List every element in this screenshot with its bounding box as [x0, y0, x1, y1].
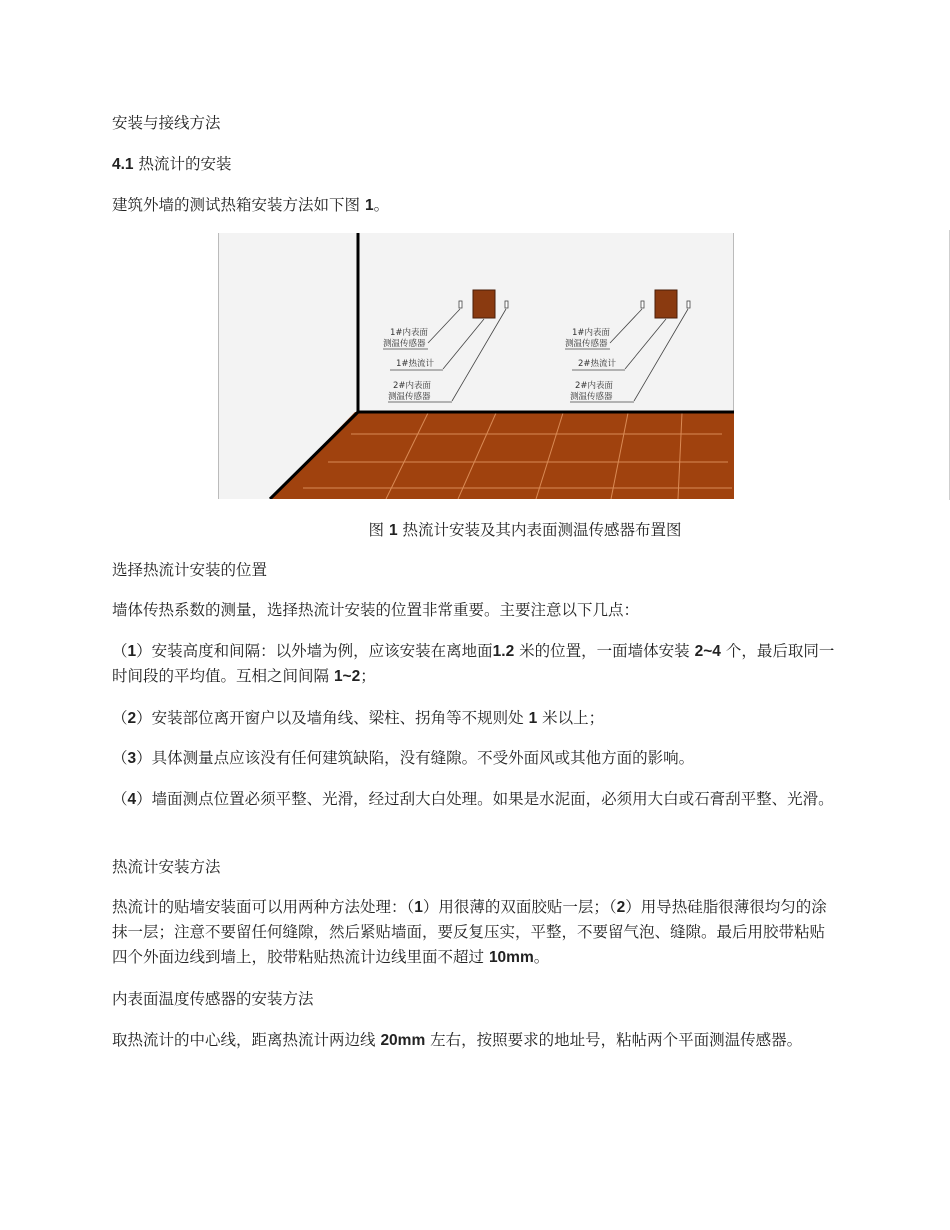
paragraph-importance: 墙体传热系数的测量，选择热流计安装的位置非常重要。主要注意以下几点：	[112, 601, 640, 619]
left-label-1b: 测温传感器	[383, 339, 426, 349]
right-label-3a: 2#内表面	[575, 381, 614, 391]
list-item-2: （2）安装部位离开窗户以及墙角线、梁柱、拐角等不规则处 1 米以上；	[112, 709, 605, 727]
left-label-3a: 2#内表面	[393, 381, 432, 391]
right-label-1a: 1#内表面	[572, 328, 611, 338]
heat-flow-meter-1	[473, 290, 495, 318]
heading-position: 选择热流计安装的位置	[112, 561, 268, 579]
paragraph-method: 热流计的贴墙安装面可以用两种方法处理：（1）用很薄的双面胶贴一层；（2）用导热硅脂很薄很均匀的涂抹一层；注意不要留任何缝隙，然后紧贴墙面，要反复压实，平整，不要留气泡、缝隙。最后用胶带粘贴四个外面边线到墙上，胶带粘贴热流计边线里面不超过 10mm。	[112, 898, 827, 966]
right-label-3b: 测温传感器	[570, 392, 613, 402]
sensor-1b	[505, 301, 508, 308]
figure-caption	[0, 518, 950, 540]
subsection-title	[112, 152, 840, 177]
list-item-1: （1）安装高度和间隔：以外墙为例，应该安装在离地面1.2 米的位置，一面墙体安装 2~4 个，最后取同一时间段的平均值。互相之间间隔 1~2；	[112, 642, 835, 685]
caption-prefix: 图	[368, 521, 389, 539]
caption-text: 热流计安装及其内表面测温传感器布置图	[397, 521, 682, 539]
intro-paragraph	[112, 193, 840, 218]
sensor-1a	[459, 301, 462, 308]
right-label-2: 2#热流计	[578, 359, 617, 369]
intro-period: 。	[373, 196, 390, 214]
heading-method: 热流计安装方法	[112, 858, 221, 876]
sensor-2b	[687, 301, 690, 308]
section-title: 安装与接线方法	[112, 114, 221, 132]
list-item-4: （4）墙面测点位置必须平整、光滑，经过刮大白处理。如果是水泥面，必须用大白或石膏刮平整、光滑。	[112, 790, 834, 808]
left-label-1a: 1#内表面	[390, 328, 429, 338]
caption-number: 1	[388, 522, 398, 539]
intro-text: 建筑外墙的测试热箱安装方法如下图	[112, 196, 365, 214]
installation-figure	[218, 233, 734, 499]
subsection-number: 4.1	[112, 156, 134, 173]
paragraph-sensor: 取热流计的中心线，距离热流计两边线 20mm 左右，按照要求的地址号，粘帖两个平面测温传感器。	[112, 1031, 803, 1049]
subsection-title-text: 热流计的安装	[133, 155, 232, 173]
left-label-2: 1#热流计	[396, 359, 435, 369]
left-label-3b: 测温传感器	[388, 392, 431, 402]
intro-figure-number: 1	[364, 197, 374, 214]
sensor-2a	[641, 301, 644, 308]
list-item-3: （3）具体测量点应该没有任何建筑缺陷，没有缝隙。不受外面风或其他方面的影响。	[112, 749, 695, 767]
heat-flow-meter-2	[655, 290, 677, 318]
right-label-1b: 测温传感器	[565, 339, 608, 349]
heading-sensor: 内表面温度传感器的安装方法	[112, 990, 314, 1008]
